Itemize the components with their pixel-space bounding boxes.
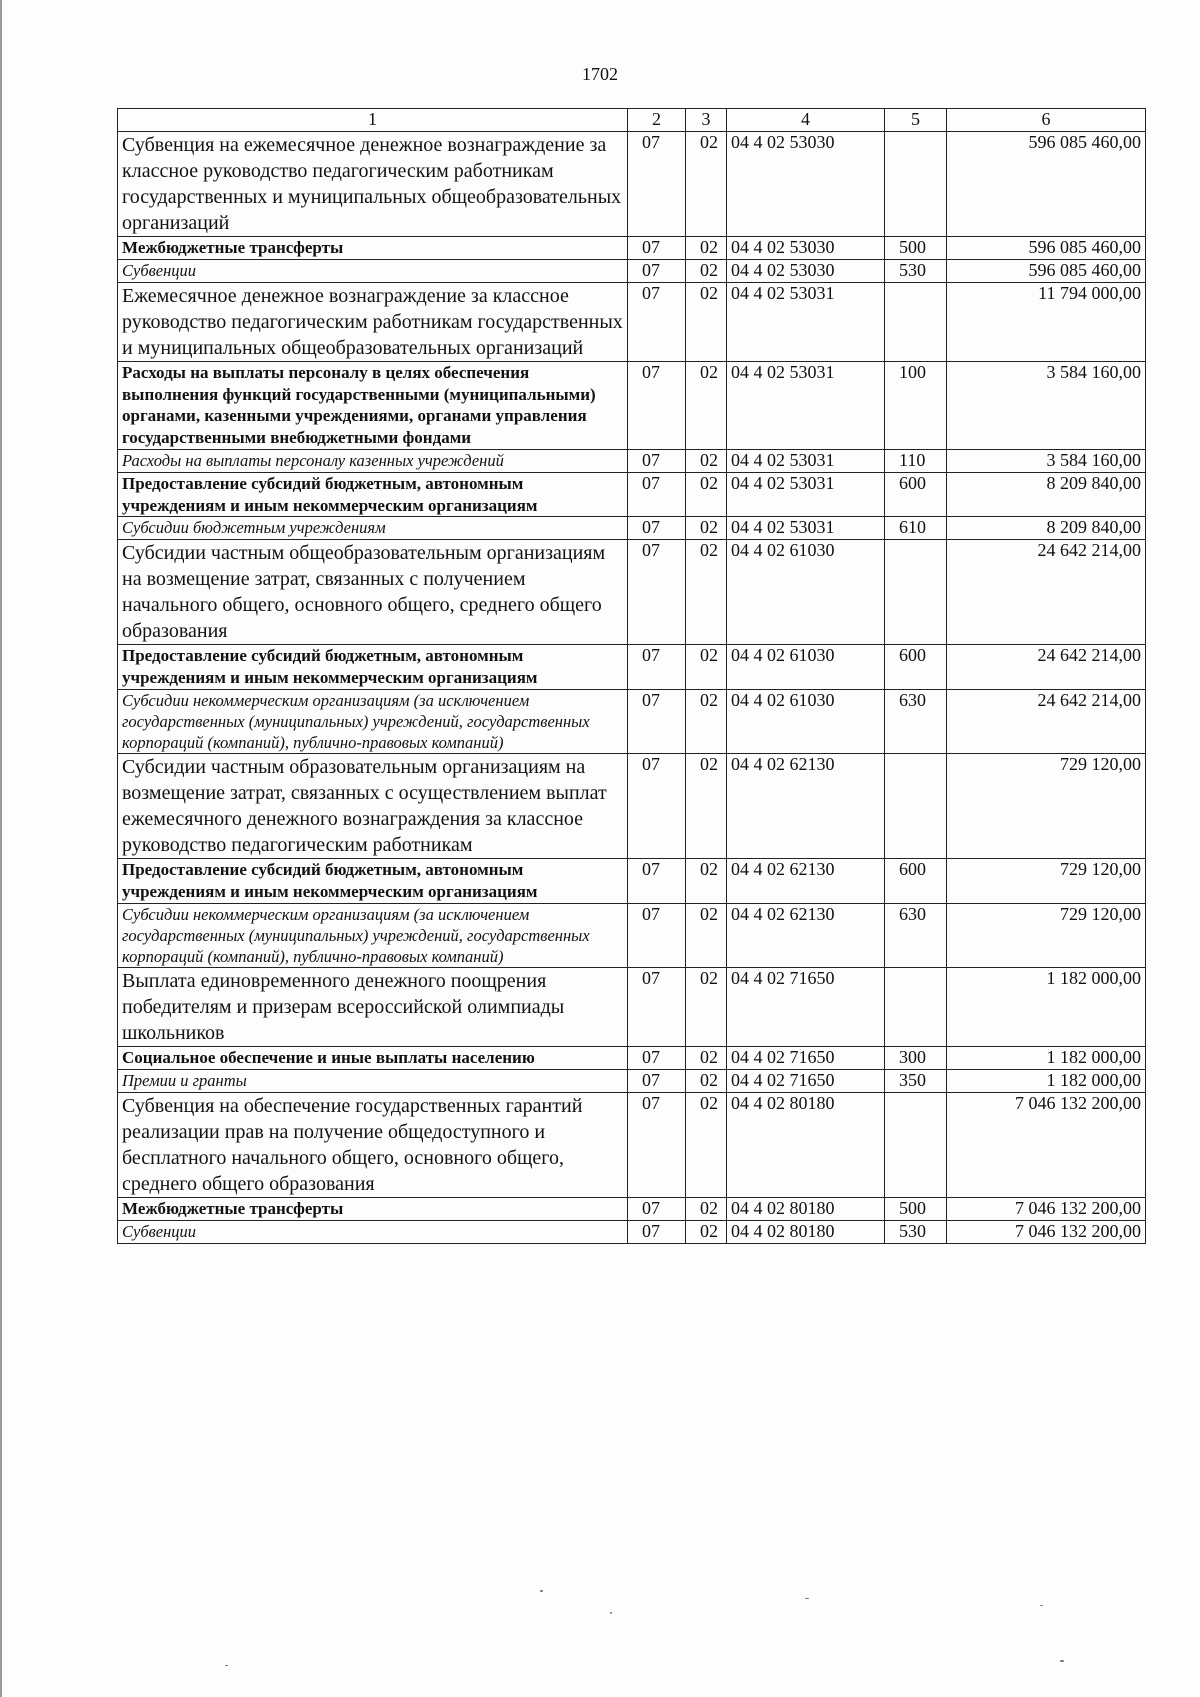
row-target-code-cell: 04 4 02 80180	[727, 1220, 885, 1243]
row-name-cell: Расходы на выплаты персоналу казенных учреждений	[118, 449, 628, 472]
row-subsection-cell: 02	[686, 967, 727, 1046]
row-section-cell: 07	[628, 1069, 686, 1092]
row-section-cell: 07	[628, 903, 686, 967]
row-subsection-cell: 02	[686, 754, 727, 859]
row-subsection-cell: 02	[686, 132, 727, 237]
row-amount-cell: 3 584 160,00	[947, 361, 1146, 449]
row-expense-type-cell: 100	[885, 361, 947, 449]
row-name-cell: Межбюджетные трансферты	[118, 1197, 628, 1220]
row-expense-type-cell: 500	[885, 237, 947, 260]
row-name-cell: Расходы на выплаты персоналу в целях обеспечения выполнения функций государственными (муниципальными) органами, казенными учреждениями, органами управления государственными внебюджетными фондами	[118, 361, 628, 449]
row-amount-cell: 8 209 840,00	[947, 472, 1146, 517]
row-amount-cell: 1 182 000,00	[947, 967, 1146, 1046]
scan-speck	[805, 1598, 809, 1599]
row-name-cell: Предоставление субсидий бюджетным, автономным учреждениям и иным некоммерческим организациям	[118, 472, 628, 517]
row-section-cell: 07	[628, 282, 686, 361]
row-target-code-cell: 04 4 02 71650	[727, 1069, 885, 1092]
row-subsection-cell: 02	[686, 645, 727, 690]
row-subsection-cell: 02	[686, 517, 727, 540]
row-expense-type-cell: 300	[885, 1046, 947, 1069]
row-amount-cell: 596 085 460,00	[947, 132, 1146, 237]
table-row	[118, 689, 1146, 753]
row-target-code-cell: 04 4 02 61030	[727, 645, 885, 690]
row-expense-type-cell: 600	[885, 472, 947, 517]
row-target-code-cell: 04 4 02 71650	[727, 967, 885, 1046]
row-expense-type-cell: 630	[885, 903, 947, 967]
table-row	[118, 967, 1146, 1046]
row-expense-type-cell: 610	[885, 517, 947, 540]
row-section-cell: 07	[628, 754, 686, 859]
row-expense-type-cell	[885, 967, 947, 1046]
header-col-4: 4	[727, 109, 885, 132]
row-target-code-cell: 04 4 02 53031	[727, 472, 885, 517]
row-amount-cell: 729 120,00	[947, 754, 1146, 859]
row-target-code-cell: 04 4 02 62130	[727, 754, 885, 859]
page-number: 1702	[582, 64, 618, 84]
row-subsection-cell: 02	[686, 1069, 727, 1092]
row-expense-type-cell	[885, 1092, 947, 1197]
row-subsection-cell: 02	[686, 1092, 727, 1197]
row-name-cell: Межбюджетные трансферты	[118, 237, 628, 260]
row-name-cell: Социальное обеспечение и иные выплаты населению	[118, 1046, 628, 1069]
table-row	[118, 754, 1146, 859]
row-expense-type-cell: 530	[885, 1220, 947, 1243]
row-target-code-cell: 04 4 02 53031	[727, 449, 885, 472]
row-name-cell: Субсидии частным образовательным организациям на возмещение затрат, связанных с осуществлением выплат ежемесячного денежного вознаграждения за классное руководство педагогическим работникам	[118, 754, 628, 859]
row-expense-type-cell	[885, 540, 947, 645]
row-amount-cell: 11 794 000,00	[947, 282, 1146, 361]
header-row	[118, 109, 1146, 132]
row-amount-cell: 24 642 214,00	[947, 645, 1146, 690]
scan-edge	[0, 0, 2, 1697]
row-expense-type-cell: 600	[885, 859, 947, 904]
row-section-cell: 07	[628, 517, 686, 540]
row-subsection-cell: 02	[686, 282, 727, 361]
row-amount-cell: 1 182 000,00	[947, 1046, 1146, 1069]
row-target-code-cell: 04 4 02 71650	[727, 1046, 885, 1069]
header-col-6: 6	[947, 109, 1146, 132]
row-target-code-cell: 04 4 02 53030	[727, 132, 885, 237]
table-row	[118, 1092, 1146, 1197]
row-name-cell: Субсидии бюджетным учреждениям	[118, 517, 628, 540]
row-expense-type-cell: 350	[885, 1069, 947, 1092]
header-col-2: 2	[628, 109, 686, 132]
header-col-5: 5	[885, 109, 947, 132]
row-name-cell: Субсидии некоммерческим организациям (за исключением государственных (муниципальных) учреждений, государственных корпораций (компаний), публично-правовых компаний)	[118, 689, 628, 753]
table-row	[118, 540, 1146, 645]
row-amount-cell: 8 209 840,00	[947, 517, 1146, 540]
row-target-code-cell: 04 4 02 53030	[727, 237, 885, 260]
scan-speck	[1040, 1605, 1043, 1606]
row-section-cell: 07	[628, 472, 686, 517]
row-section-cell: 07	[628, 1197, 686, 1220]
row-name-cell: Выплата единовременного денежного поощрения победителям и призерам всероссийской олимпиады школьников	[118, 967, 628, 1046]
row-target-code-cell: 04 4 02 61030	[727, 540, 885, 645]
row-subsection-cell: 02	[686, 903, 727, 967]
row-expense-type-cell: 500	[885, 1197, 947, 1220]
table-row	[118, 903, 1146, 967]
table-row	[118, 449, 1146, 472]
table-row	[118, 1220, 1146, 1243]
row-subsection-cell: 02	[686, 540, 727, 645]
row-name-cell: Предоставление субсидий бюджетным, автономным учреждениям и иным некоммерческим организациям	[118, 859, 628, 904]
row-section-cell: 07	[628, 259, 686, 282]
row-target-code-cell: 04 4 02 80180	[727, 1092, 885, 1197]
row-target-code-cell: 04 4 02 62130	[727, 903, 885, 967]
table-row	[118, 645, 1146, 690]
row-expense-type-cell: 530	[885, 259, 947, 282]
row-expense-type-cell: 600	[885, 645, 947, 690]
row-expense-type-cell: 630	[885, 689, 947, 753]
scan-speck	[225, 1665, 228, 1666]
table-row	[118, 282, 1146, 361]
row-subsection-cell: 02	[686, 237, 727, 260]
row-amount-cell: 729 120,00	[947, 903, 1146, 967]
header-col-3: 3	[686, 109, 727, 132]
row-section-cell: 07	[628, 967, 686, 1046]
row-expense-type-cell	[885, 132, 947, 237]
row-amount-cell: 596 085 460,00	[947, 259, 1146, 282]
row-section-cell: 07	[628, 237, 686, 260]
row-subsection-cell: 02	[686, 449, 727, 472]
scan-speck	[1060, 1660, 1064, 1662]
row-section-cell: 07	[628, 689, 686, 753]
table-row	[118, 1069, 1146, 1092]
row-amount-cell: 3 584 160,00	[947, 449, 1146, 472]
table-row	[118, 259, 1146, 282]
row-subsection-cell: 02	[686, 361, 727, 449]
row-subsection-cell: 02	[686, 859, 727, 904]
table-row	[118, 1046, 1146, 1069]
row-section-cell: 07	[628, 645, 686, 690]
table-header	[118, 109, 1146, 132]
header-col-1: 1	[118, 109, 628, 132]
row-expense-type-cell: 110	[885, 449, 947, 472]
table-row	[118, 361, 1146, 449]
row-amount-cell: 1 182 000,00	[947, 1069, 1146, 1092]
row-target-code-cell: 04 4 02 80180	[727, 1197, 885, 1220]
table-row	[118, 859, 1146, 904]
row-subsection-cell: 02	[686, 1197, 727, 1220]
table-row	[118, 472, 1146, 517]
row-name-cell: Субвенция на обеспечение государственных гарантий реализации прав на получение общедоступного и бесплатного начального общего, основного общего, среднего общего образования	[118, 1092, 628, 1197]
row-subsection-cell: 02	[686, 1046, 727, 1069]
row-target-code-cell: 04 4 02 53031	[727, 361, 885, 449]
row-amount-cell: 729 120,00	[947, 859, 1146, 904]
table-row	[118, 132, 1146, 237]
row-section-cell: 07	[628, 1092, 686, 1197]
row-name-cell: Субвенции	[118, 259, 628, 282]
row-section-cell: 07	[628, 361, 686, 449]
scan-speck	[610, 1612, 612, 1614]
row-section-cell: 07	[628, 449, 686, 472]
row-section-cell: 07	[628, 1220, 686, 1243]
table-row	[118, 1197, 1146, 1220]
row-name-cell: Предоставление субсидий бюджетным, автономным учреждениям и иным некоммерческим организациям	[118, 645, 628, 690]
row-subsection-cell: 02	[686, 259, 727, 282]
row-name-cell: Субвенции	[118, 1220, 628, 1243]
row-subsection-cell: 02	[686, 689, 727, 753]
row-amount-cell: 24 642 214,00	[947, 689, 1146, 753]
row-name-cell: Субсидии частным общеобразовательным организациям на возмещение затрат, связанных с получением начального общего, основного общего, среднего общего образования	[118, 540, 628, 645]
row-name-cell: Ежемесячное денежное вознаграждение за классное руководство педагогическим работникам государственных и муниципальных общеобразовательных организаций	[118, 282, 628, 361]
table-body	[118, 132, 1146, 1244]
table-row	[118, 517, 1146, 540]
row-section-cell: 07	[628, 540, 686, 645]
row-subsection-cell: 02	[686, 1220, 727, 1243]
scan-speck	[540, 1590, 543, 1592]
budget-table	[117, 108, 1146, 1244]
row-amount-cell: 7 046 132 200,00	[947, 1197, 1146, 1220]
row-amount-cell: 596 085 460,00	[947, 237, 1146, 260]
row-amount-cell: 7 046 132 200,00	[947, 1220, 1146, 1243]
row-target-code-cell: 04 4 02 53031	[727, 517, 885, 540]
row-subsection-cell: 02	[686, 472, 727, 517]
row-expense-type-cell	[885, 754, 947, 859]
row-amount-cell: 7 046 132 200,00	[947, 1092, 1146, 1197]
row-name-cell: Премии и гранты	[118, 1069, 628, 1092]
row-amount-cell: 24 642 214,00	[947, 540, 1146, 645]
row-name-cell: Субсидии некоммерческим организациям (за исключением государственных (муниципальных) учреждений, государственных корпораций (компаний), публично-правовых компаний)	[118, 903, 628, 967]
row-target-code-cell: 04 4 02 61030	[727, 689, 885, 753]
table-row	[118, 237, 1146, 260]
row-target-code-cell: 04 4 02 53030	[727, 259, 885, 282]
row-target-code-cell: 04 4 02 62130	[727, 859, 885, 904]
row-target-code-cell: 04 4 02 53031	[727, 282, 885, 361]
row-section-cell: 07	[628, 859, 686, 904]
row-section-cell: 07	[628, 1046, 686, 1069]
row-section-cell: 07	[628, 132, 686, 237]
row-expense-type-cell	[885, 282, 947, 361]
row-name-cell: Субвенция на ежемесячное денежное вознаграждение за классное руководство педагогическим работникам государственных и муниципальных общеобразовательных организаций	[118, 132, 628, 237]
